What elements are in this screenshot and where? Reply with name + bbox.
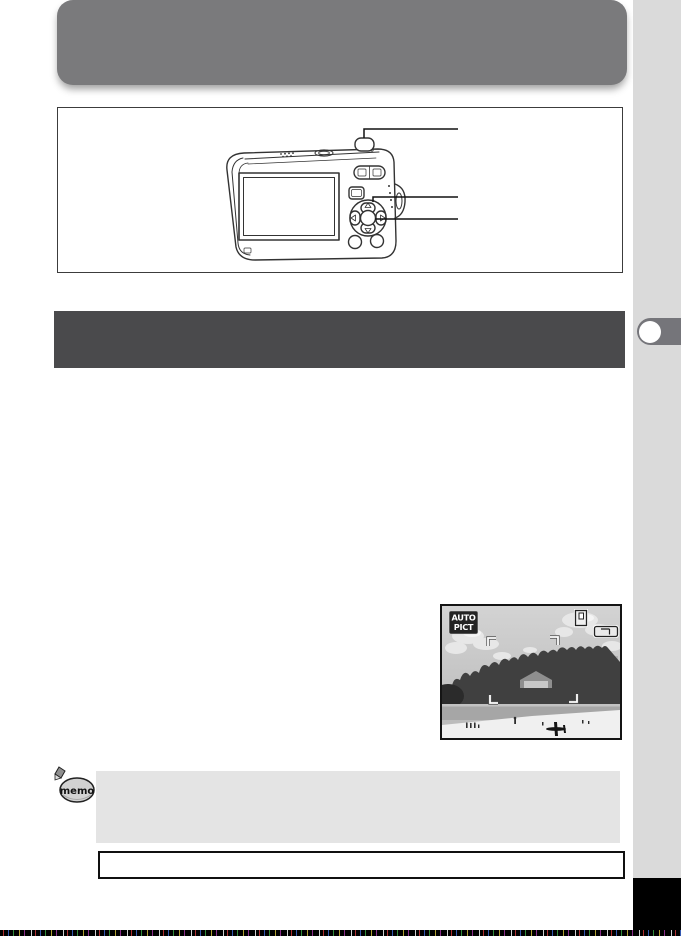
chapter-tab — [637, 318, 681, 345]
zoom-rocker — [354, 166, 385, 179]
page-edge-strip — [633, 0, 681, 878]
menu-button — [371, 235, 384, 248]
auto-pict-line1: AUTO — [451, 612, 476, 623]
memo-icon — [52, 766, 100, 806]
ok-button — [361, 211, 376, 226]
memory-card-icon — [574, 609, 588, 627]
camera-body-drawing — [227, 138, 405, 260]
auto-pict-badge — [449, 611, 478, 634]
mode-button — [349, 187, 364, 199]
shutter-button — [355, 138, 374, 151]
section-header-bar — [54, 311, 625, 368]
memo-note-box — [96, 771, 620, 843]
playback-button — [349, 236, 362, 249]
battery-icon — [593, 625, 619, 638]
lcd-preview — [442, 606, 620, 738]
four-way-controller — [350, 200, 386, 236]
chapter-tab-circle — [639, 321, 661, 343]
memo-label: memo — [59, 786, 95, 797]
camera-illustration-box — [57, 107, 623, 273]
callout-line-shutter — [364, 129, 458, 138]
lcd-preview-frame — [440, 604, 622, 740]
scan-noise-line — [0, 930, 681, 936]
pencil-icon — [55, 767, 65, 780]
reference-box — [98, 851, 625, 879]
camera-illustration — [58, 108, 622, 272]
header-banner — [57, 0, 627, 85]
strap-lug — [395, 184, 405, 218]
auto-pict-line2: PICT — [453, 622, 474, 632]
page-number-tab — [633, 878, 681, 932]
